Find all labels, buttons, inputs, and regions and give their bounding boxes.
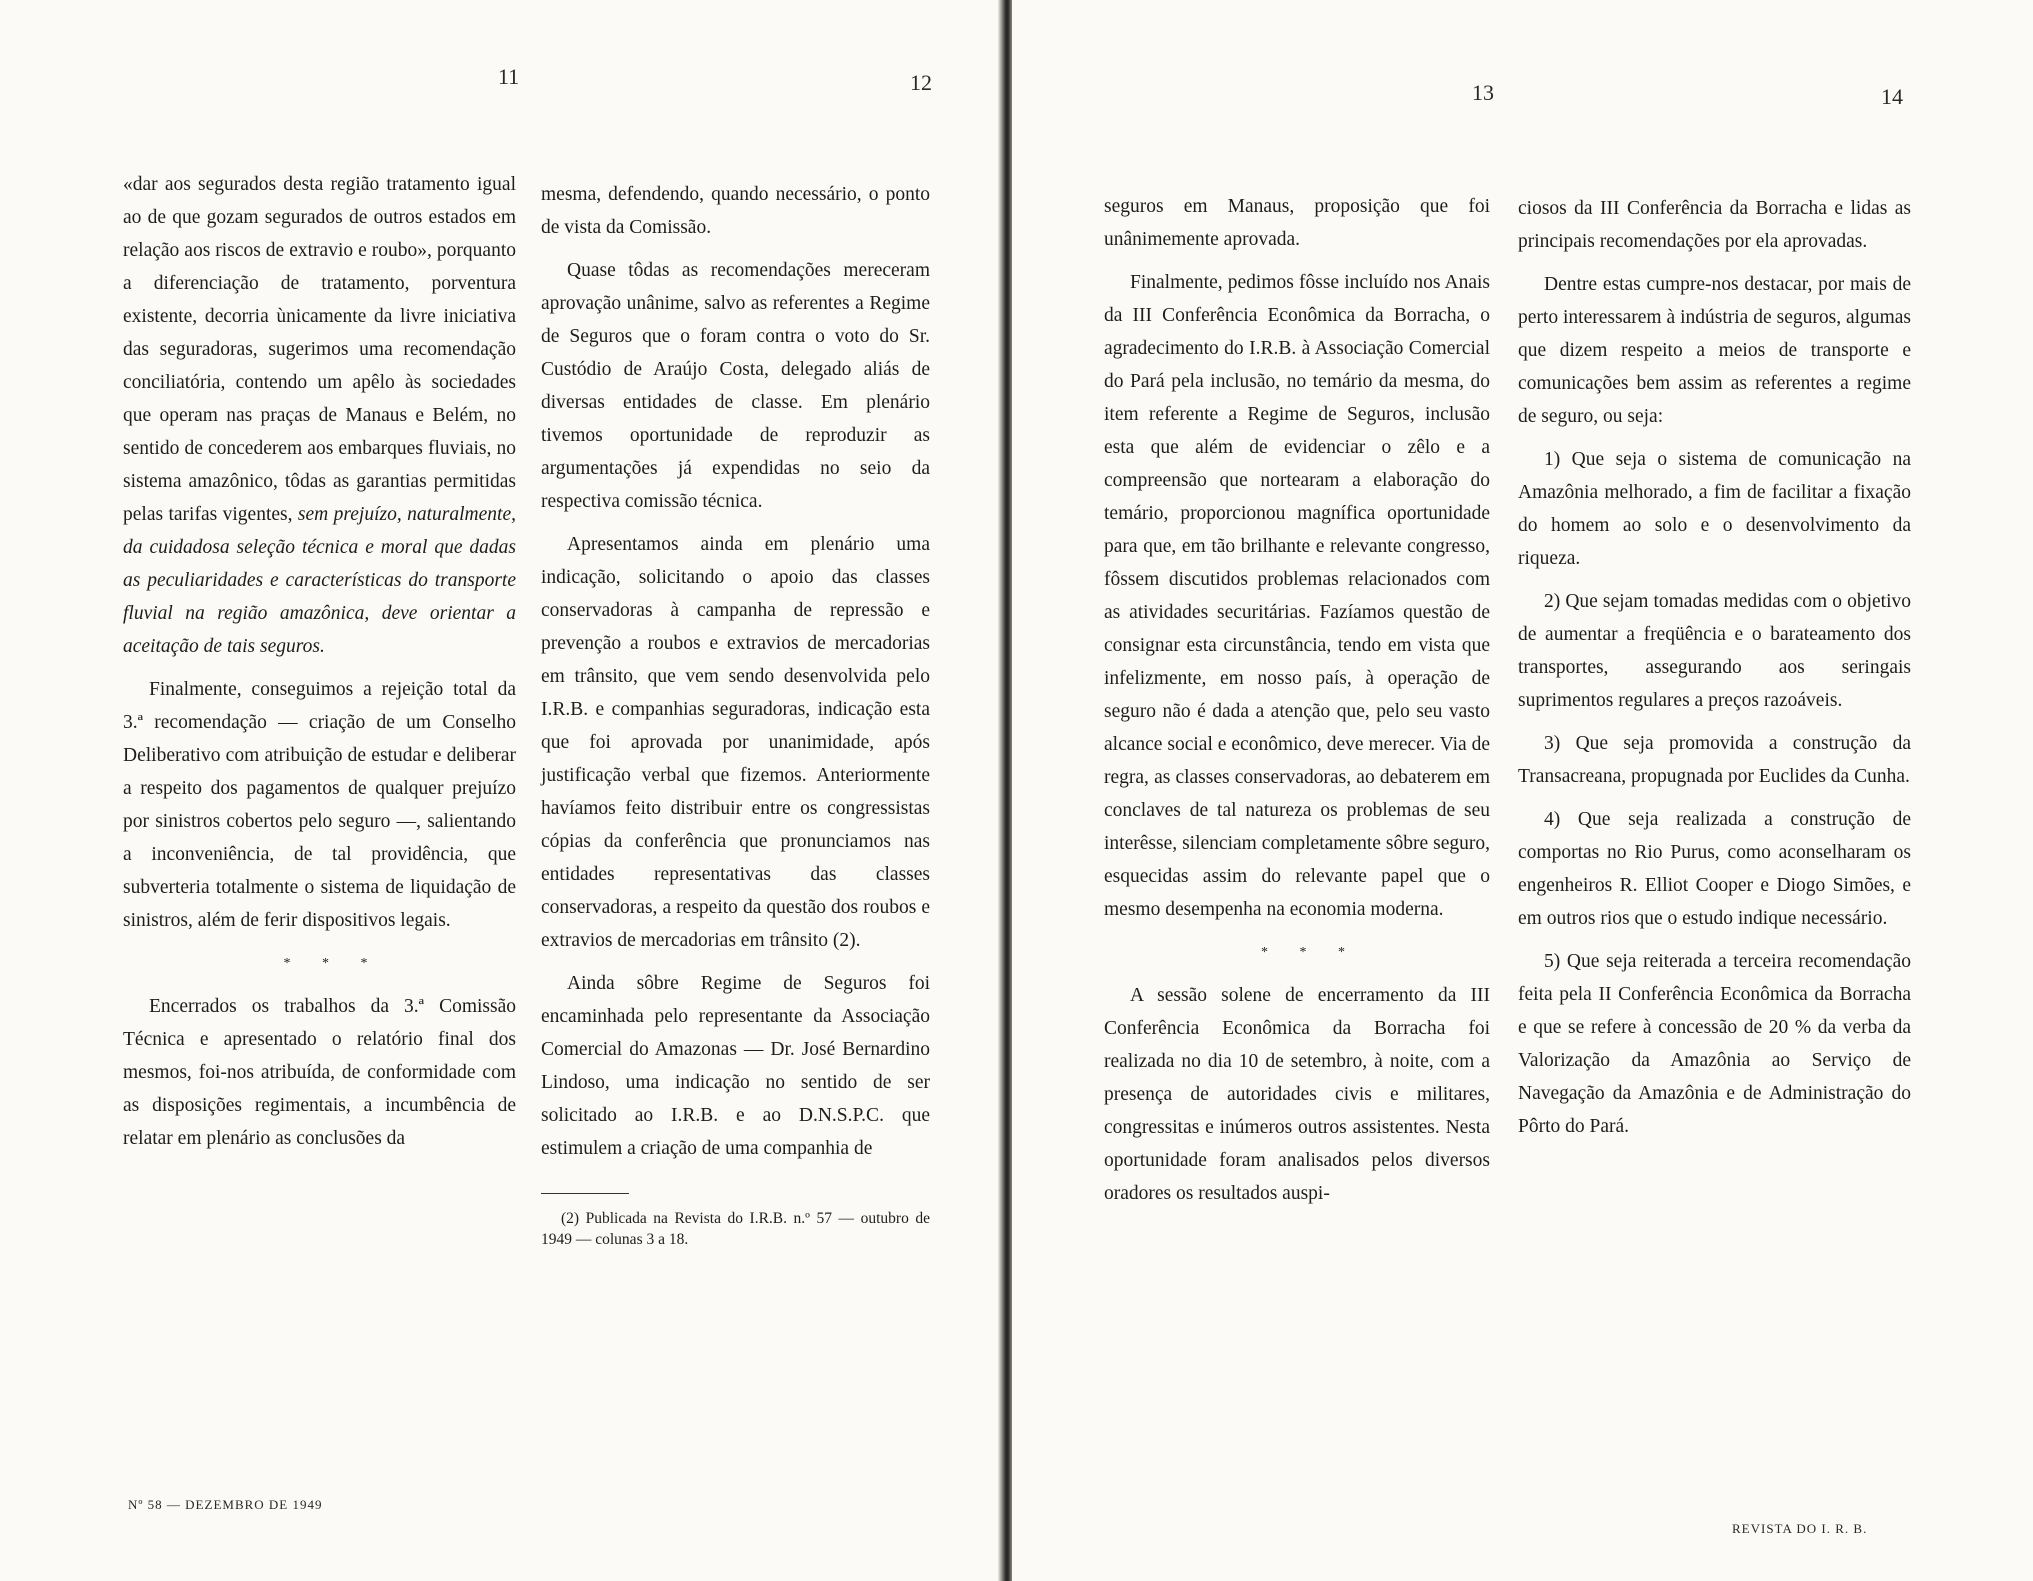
footnote: (2) Publicada na Revista do I.R.B. n.º 57 — outubro de 1949 — colunas 3 a 18. [541, 1210, 930, 1248]
list-item: 3) Que seja promovida a construção da Transacreana, propugnada por Euclides da Cunha. [1518, 733, 1911, 787]
right-page [1012, 0, 2033, 1581]
paragraph: Quase tôdas as recomendações mereceram aprovação unânime, salvo as referentes a Regime de Seguros que o foram contra o voto do Sr. Custódio de Araújo Costa, delegado aliás de diversas entidades de classe. Em plenário tivemos oportunidade de reproduzir as argumentações já expendidas no seio da respectiva comissão técnica. [541, 260, 930, 512]
paragraph: A sessão solene de encerramento da III Conferência Econômica da Borracha foi realizada no dia 10 de setembro, à noite, com a presença de autoridades civis e militares, congressitas e inúmeros outros assistentes. Nesta oportunidade foram analisados pelos diversos oradores os resultados auspi- [1104, 985, 1490, 1204]
paragraph: Ainda sôbre Regime de Seguros foi encaminhada pelo representante da Associação Comercial do Amazonas — Dr. José Bernardino Lindoso, uma indicação no sentido de ser solicitado ao I.R.B. e ao D.N.S.P.C. que estimulem a criação de uma companhia de [541, 973, 930, 1159]
page-number-11: 11 [498, 64, 520, 89]
column-page-14 [1518, 192, 1911, 1153]
column-page-11 [123, 168, 516, 1165]
paragraph: mesma, defendendo, quando necessário, o ponto de vista da Comissão. [541, 184, 930, 238]
paragraph: ciosos da III Conferência da Borracha e lidas as principais recomendações por ela aprovadas. [1518, 198, 1911, 252]
paragraph: Finalmente, pedimos fôsse incluído nos Anais da III Conferência Econômica da Borracha, o agradecimento do I.R.B. à Associação Comercial do Pará pela inclusão, no temário da mesma, do item referente a Regime de Seguros, inclusão esta que além de evidenciar o zêlo e a compreensão que nortearam a elaboração do temário, proporcionou magnífica oportunidade para que, em tão brilhante e relevante congresso, fôssem discutidos problemas relacionados com as atividades securitárias. Fazíamos questão de consignar esta circunstância, tendo em vista que infelizmente, em nosso país, à operação de seguro não é dada a atenção que, pelo seu vasto alcance social e econômico, deve merecer. Via de regra, as classes conservadoras, ao debaterem em conclaves de tal natureza os problemas de seu interêsse, silenciam completamente sôbre seguro, esquecidas assim do relevante papel que o mesmo desempenha na economia moderna. [1104, 272, 1490, 920]
paragraph: «dar aos segurados desta região tratamento igual ao de que gozam segurados de outros estados em relação aos riscos de extravio e roubo», porquanto a diferenciação de tratamento, porventura existente, decorria ùnicamente da livre iniciativa das seguradoras, sugerimos uma recomendação conciliatória, contendo um apêlo às sociedades que operam nas praças de Manaus e Belém, no sentido de concederem aos embarques fluviais, no sistema amazônico, tôdas as garantias permitidas pelas tarifas vigentes, sem prejuízo, naturalmente, da cuidadosa seleção técnica e moral que dadas as peculiaridades e características do transporte fluvial na região amazônica, deve orientar a aceitação de tais seguros. [123, 174, 516, 657]
list-item: 1) Que seja o sistema de comunicação na Amazônia melhorado, a fim de facilitar a fixação do homem ao solo e o desenvolvimento da riqueza. [1518, 449, 1911, 569]
page-number-13: 13 [1472, 80, 1494, 105]
column-page-13 [1104, 190, 1490, 1220]
paragraph: Encerrados os trabalhos da 3.ª Comissão Técnica e apresentado o relatório final dos mesmos, foi-nos atribuída, de conformidade com as disposições regimentais, a incumbência de relatar em plenário as conclusões da [123, 996, 516, 1149]
section-divider: * * * [283, 956, 382, 971]
list-item: 2) Que sejam tomadas medidas com o objetivo de aumentar a freqüência e o barateamento dos transportes, assegurando aos seringais suprimentos regulares a preços razoáveis. [1518, 591, 1911, 711]
running-footer-right: REVISTA DO I. R. B. [1732, 1521, 1868, 1536]
paragraph: Dentre estas cumpre-nos destacar, por mais de perto interessarem à indústria de seguros, algumas que dizem respeito a meios de transporte e comunicações bem assim as referentes a regime de seguro, ou seja: [1518, 274, 1911, 427]
page-number-14: 14 [1881, 84, 1903, 109]
footnote-rule [541, 1193, 629, 1194]
paragraph: Finalmente, conseguimos a rejeição total da 3.ª recomendação — criação de um Conselho Deliberativo com atribuição de estudar e deliberar a respeito dos pagamentos de qualquer prejuízo por sinistros cobertos pelo seguro —, salientando a inconveniência, de tal providência, que subverteria totalmente o sistema de liquidação de sinistros, além de ferir dispositivos legais. [123, 679, 516, 931]
section-divider: * * * [1261, 945, 1359, 960]
paragraph: seguros em Manaus, proposição que foi unânimemente aprovada. [1104, 196, 1490, 250]
list-item: 4) Que seja realizada a construção de comportas no Rio Purus, como aconselharam os engenheiros R. Elliot Cooper e Diogo Simões, e em outros rios que o estudo indique necessário. [1518, 809, 1911, 929]
paragraph: Apresentamos ainda em plenário uma indicação, solicitando o apoio das classes conservadoras à campanha de repressão e prevenção a roubos e extravios de mercadorias em trânsito, que vem sendo desenvolvida pelo I.R.B. e companhias seguradoras, indicação esta que foi aprovada por unanimidade, após justificação verbal que fizemos. Anteriormente havíamos feito distribuir entre os congressistas cópias da conferência que pronunciamos nas entidades representativas das classes conservadoras, a respeito da questão dos roubos e extravios de mercadorias em trânsito (2). [541, 534, 930, 951]
list-item: 5) Que seja reiterada a terceira recomendação feita pela II Conferência Econômica da Borracha e que se refere à concessão de 20 % da verba da Valorização da Amazônia ao Serviço de Navegação da Amazônia e de Administração do Pôrto do Pará. [1518, 951, 1911, 1137]
running-footer-left: Nº 58 — DEZEMBRO DE 1949 [128, 1497, 323, 1512]
left-page [0, 0, 1004, 1581]
column-page-12 [541, 178, 930, 1250]
page-number-12: 12 [910, 70, 932, 95]
